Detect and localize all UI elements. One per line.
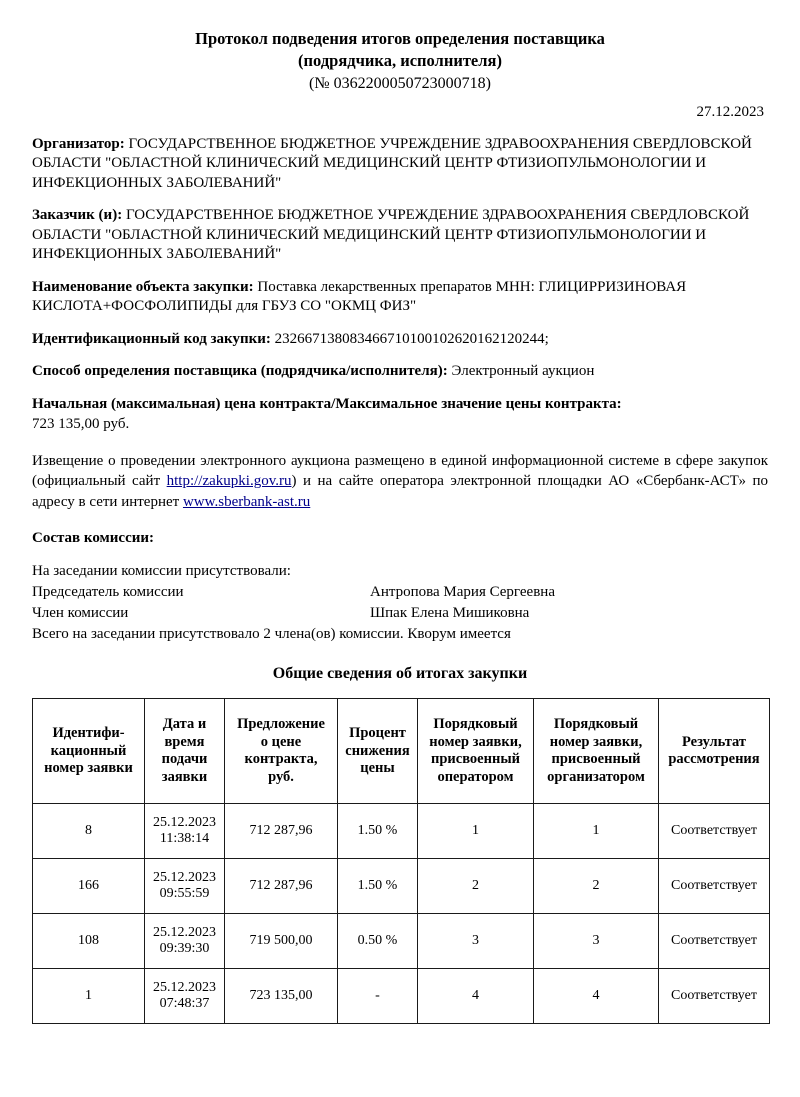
procurement-object-label: Наименование объекта закупки: <box>32 278 254 295</box>
hdr-line: организатором <box>547 768 645 785</box>
cell-time: 09:39:30 <box>159 941 210 957</box>
hdr-line: номер заявки <box>44 759 133 776</box>
commission-member-role: Член комиссии <box>32 605 129 622</box>
cell-review-result: Соответствует <box>659 969 770 1024</box>
cell-discount-percent: 1.50 % <box>338 859 418 914</box>
sberbank-ast-ru-link[interactable]: www.sberbank-ast.ru <box>182 493 311 510</box>
cell-submission-datetime <box>145 969 225 1024</box>
cell-operator-number: 3 <box>418 914 534 969</box>
hdr-line: руб. <box>268 768 294 785</box>
document-title <box>32 28 768 94</box>
customer-field <box>32 206 768 265</box>
results-table-caption: Общие сведения об итогах закупки <box>272 665 528 683</box>
table-row <box>33 804 770 859</box>
cell-price-offer: 712 287,96 <box>225 804 338 859</box>
hdr-line: номер заявки, <box>429 733 522 750</box>
ikz-label: Идентификационный код закупки: <box>32 330 271 347</box>
customer-label: Заказчик (и): <box>32 207 123 224</box>
commission-chair-name: Антропова Мария Сергеевна <box>370 584 555 601</box>
cell-review-result: Соответствует <box>659 859 770 914</box>
results-table-wrapper <box>32 698 768 1024</box>
contract-price-value: 723 135,00 руб. <box>32 416 130 433</box>
procurement-object-value: Поставка лекарственных препаратов МНН: ГЛИЦИРРИЗИНОВАЯ КИСЛОТА+ФОСФОЛИПИДЫ для ГБУЗ СО "ОКМЦ ФИЗ" <box>32 278 687 315</box>
cell-submission-datetime <box>145 804 225 859</box>
zakupki-gov-ru-link[interactable]: http://zakupki.gov.ru <box>166 473 292 490</box>
cell-organizer-number: 2 <box>534 859 659 914</box>
cell-date: 25.12.2023 <box>153 814 216 830</box>
hdr-line: Процент <box>349 725 406 742</box>
hdr-line: Идентифи- <box>52 725 125 742</box>
title-line-2: (подрядчика, исполнителя) <box>298 50 502 70</box>
cell-price-offer: 712 287,96 <box>225 859 338 914</box>
hdr-line: Результат <box>681 733 747 750</box>
column-header-organizer-number <box>534 699 659 804</box>
commission-member-row <box>32 604 768 623</box>
cell-date: 25.12.2023 <box>153 979 216 995</box>
customer-value: ГОСУДАРСТВЕННОЕ БЮДЖЕТНОЕ УЧРЕЖДЕНИЕ ЗДРАВООХРАНЕНИЯ СВЕРДЛОВСКОЙ ОБЛАСТИ "ОБЛАСТНОЙ КЛИНИЧЕСКИЙ МЕДИЦИНСКИЙ ЦЕНТР ФТИЗИОПУЛЬМОНОЛОГИИ И ИНФЕКЦИОННЫХ ЗАБОЛЕВАНИЙ" <box>32 207 750 263</box>
ikz-field <box>32 330 768 350</box>
procurement-method-label: Способ определения поставщика (подрядчика/исполнителя): <box>32 363 448 380</box>
cell-organizer-number: 1 <box>534 804 659 859</box>
hdr-line: оператором <box>437 768 514 785</box>
cell-application-id: 108 <box>33 914 145 969</box>
hdr-line: присвоенный <box>551 751 641 768</box>
cell-submission-datetime <box>145 914 225 969</box>
column-header-review-result <box>659 699 770 804</box>
hdr-line: время <box>164 733 205 750</box>
cell-price-offer: 719 500,00 <box>225 914 338 969</box>
cell-time: 11:38:14 <box>159 831 210 847</box>
document-number: (№ 0362200050723000718) <box>309 74 491 92</box>
commission-member-row <box>32 583 768 602</box>
cell-time: 07:48:37 <box>159 996 210 1012</box>
hdr-line: присвоенный <box>430 751 520 768</box>
organizer-label: Организатор: <box>32 135 125 152</box>
hdr-line: кационный <box>50 742 127 759</box>
column-header-operator-number <box>418 699 534 804</box>
cell-organizer-number: 4 <box>534 969 659 1024</box>
commission-intro: На заседании комиссии присутствовали: <box>32 563 291 580</box>
organizer-value: ГОСУДАРСТВЕННОЕ БЮДЖЕТНОЕ УЧРЕЖДЕНИЕ ЗДРАВООХРАНЕНИЯ СВЕРДЛОВСКОЙ ОБЛАСТИ "ОБЛАСТНОЙ КЛИНИЧЕСКИЙ МЕДИЦИНСКИЙ ЦЕНТР ФТИЗИОПУЛЬМОНОЛОГИИ И ИНФЕКЦИОННЫХ ЗАБОЛЕВАНИЙ" <box>32 135 752 191</box>
column-header-submission-datetime <box>145 699 225 804</box>
cell-operator-number: 4 <box>418 969 534 1024</box>
cell-discount-percent: 1.50 % <box>338 804 418 859</box>
hdr-line: Дата и <box>162 716 207 733</box>
notice-text-part-2: ) и на сайте оператора электронной площадки АО «Сбербанк-АСТ» по адресу в сети интернет <box>32 473 768 510</box>
cell-date: 25.12.2023 <box>153 924 216 940</box>
title-line-1: Протокол подведения итогов определения поставщика <box>195 29 605 48</box>
hdr-line: о цене <box>260 733 302 750</box>
hdr-line: Предложение <box>237 716 325 733</box>
cell-date: 25.12.2023 <box>153 869 216 885</box>
cell-discount-percent: 0.50 % <box>338 914 418 969</box>
cell-operator-number: 2 <box>418 859 534 914</box>
cell-application-id: 166 <box>33 859 145 914</box>
cell-review-result: Соответствует <box>659 914 770 969</box>
hdr-line: номер заявки, <box>549 733 643 750</box>
cell-price-offer: 723 135,00 <box>225 969 338 1024</box>
hdr-line: заявки <box>161 768 208 785</box>
hdr-line: Порядковый <box>553 716 639 733</box>
notice-paragraph <box>32 451 768 513</box>
column-header-price-offer <box>225 699 338 804</box>
cell-discount-percent: - <box>338 969 418 1024</box>
organizer-field <box>32 135 768 194</box>
document-date: 27.12.2023 <box>696 103 764 120</box>
table-row <box>33 859 770 914</box>
procurement-method-field <box>32 362 768 382</box>
contract-price-field <box>32 395 768 435</box>
cell-operator-number: 1 <box>418 804 534 859</box>
cell-application-id: 8 <box>33 804 145 859</box>
table-row <box>33 969 770 1024</box>
commission-quorum-text: Всего на заседании присутствовало 2 члена(ов) комиссии. Кворум имеется <box>32 626 511 643</box>
cell-organizer-number: 3 <box>534 914 659 969</box>
hdr-line: цены <box>360 759 395 776</box>
table-row <box>33 914 770 969</box>
hdr-line: подачи <box>161 751 208 768</box>
hdr-line: контракта, <box>244 751 318 768</box>
procurement-object-field <box>32 278 768 317</box>
commission-heading: Состав комиссии: <box>32 529 155 546</box>
hdr-line: снижения <box>345 742 410 759</box>
cell-submission-datetime <box>145 859 225 914</box>
cell-review-result: Соответствует <box>659 804 770 859</box>
commission-chair-role: Председатель комиссии <box>32 584 184 601</box>
table-header-row <box>33 699 770 804</box>
column-header-discount-percent <box>338 699 418 804</box>
results-table <box>32 698 770 1024</box>
hdr-line: Порядковый <box>433 716 518 733</box>
cell-application-id: 1 <box>33 969 145 1024</box>
commission-member-name: Шпак Елена Мишиковна <box>370 605 530 622</box>
cell-time: 09:55:59 <box>159 886 210 902</box>
procurement-method-value: Электронный аукцион <box>451 363 595 380</box>
ikz-value: 232667138083466710100102620162120244; <box>274 330 549 347</box>
contract-price-label: Начальная (максимальная) цена контракта/Максимальное значение цены контракта: <box>32 395 622 412</box>
notice-text-part-1: Извещение о проведении электронного аукциона размещено в единой информационной системе в сфере закупок (официальный сайт <box>32 452 768 490</box>
column-header-application-id <box>33 699 145 804</box>
hdr-line: рассмотрения <box>668 751 760 768</box>
